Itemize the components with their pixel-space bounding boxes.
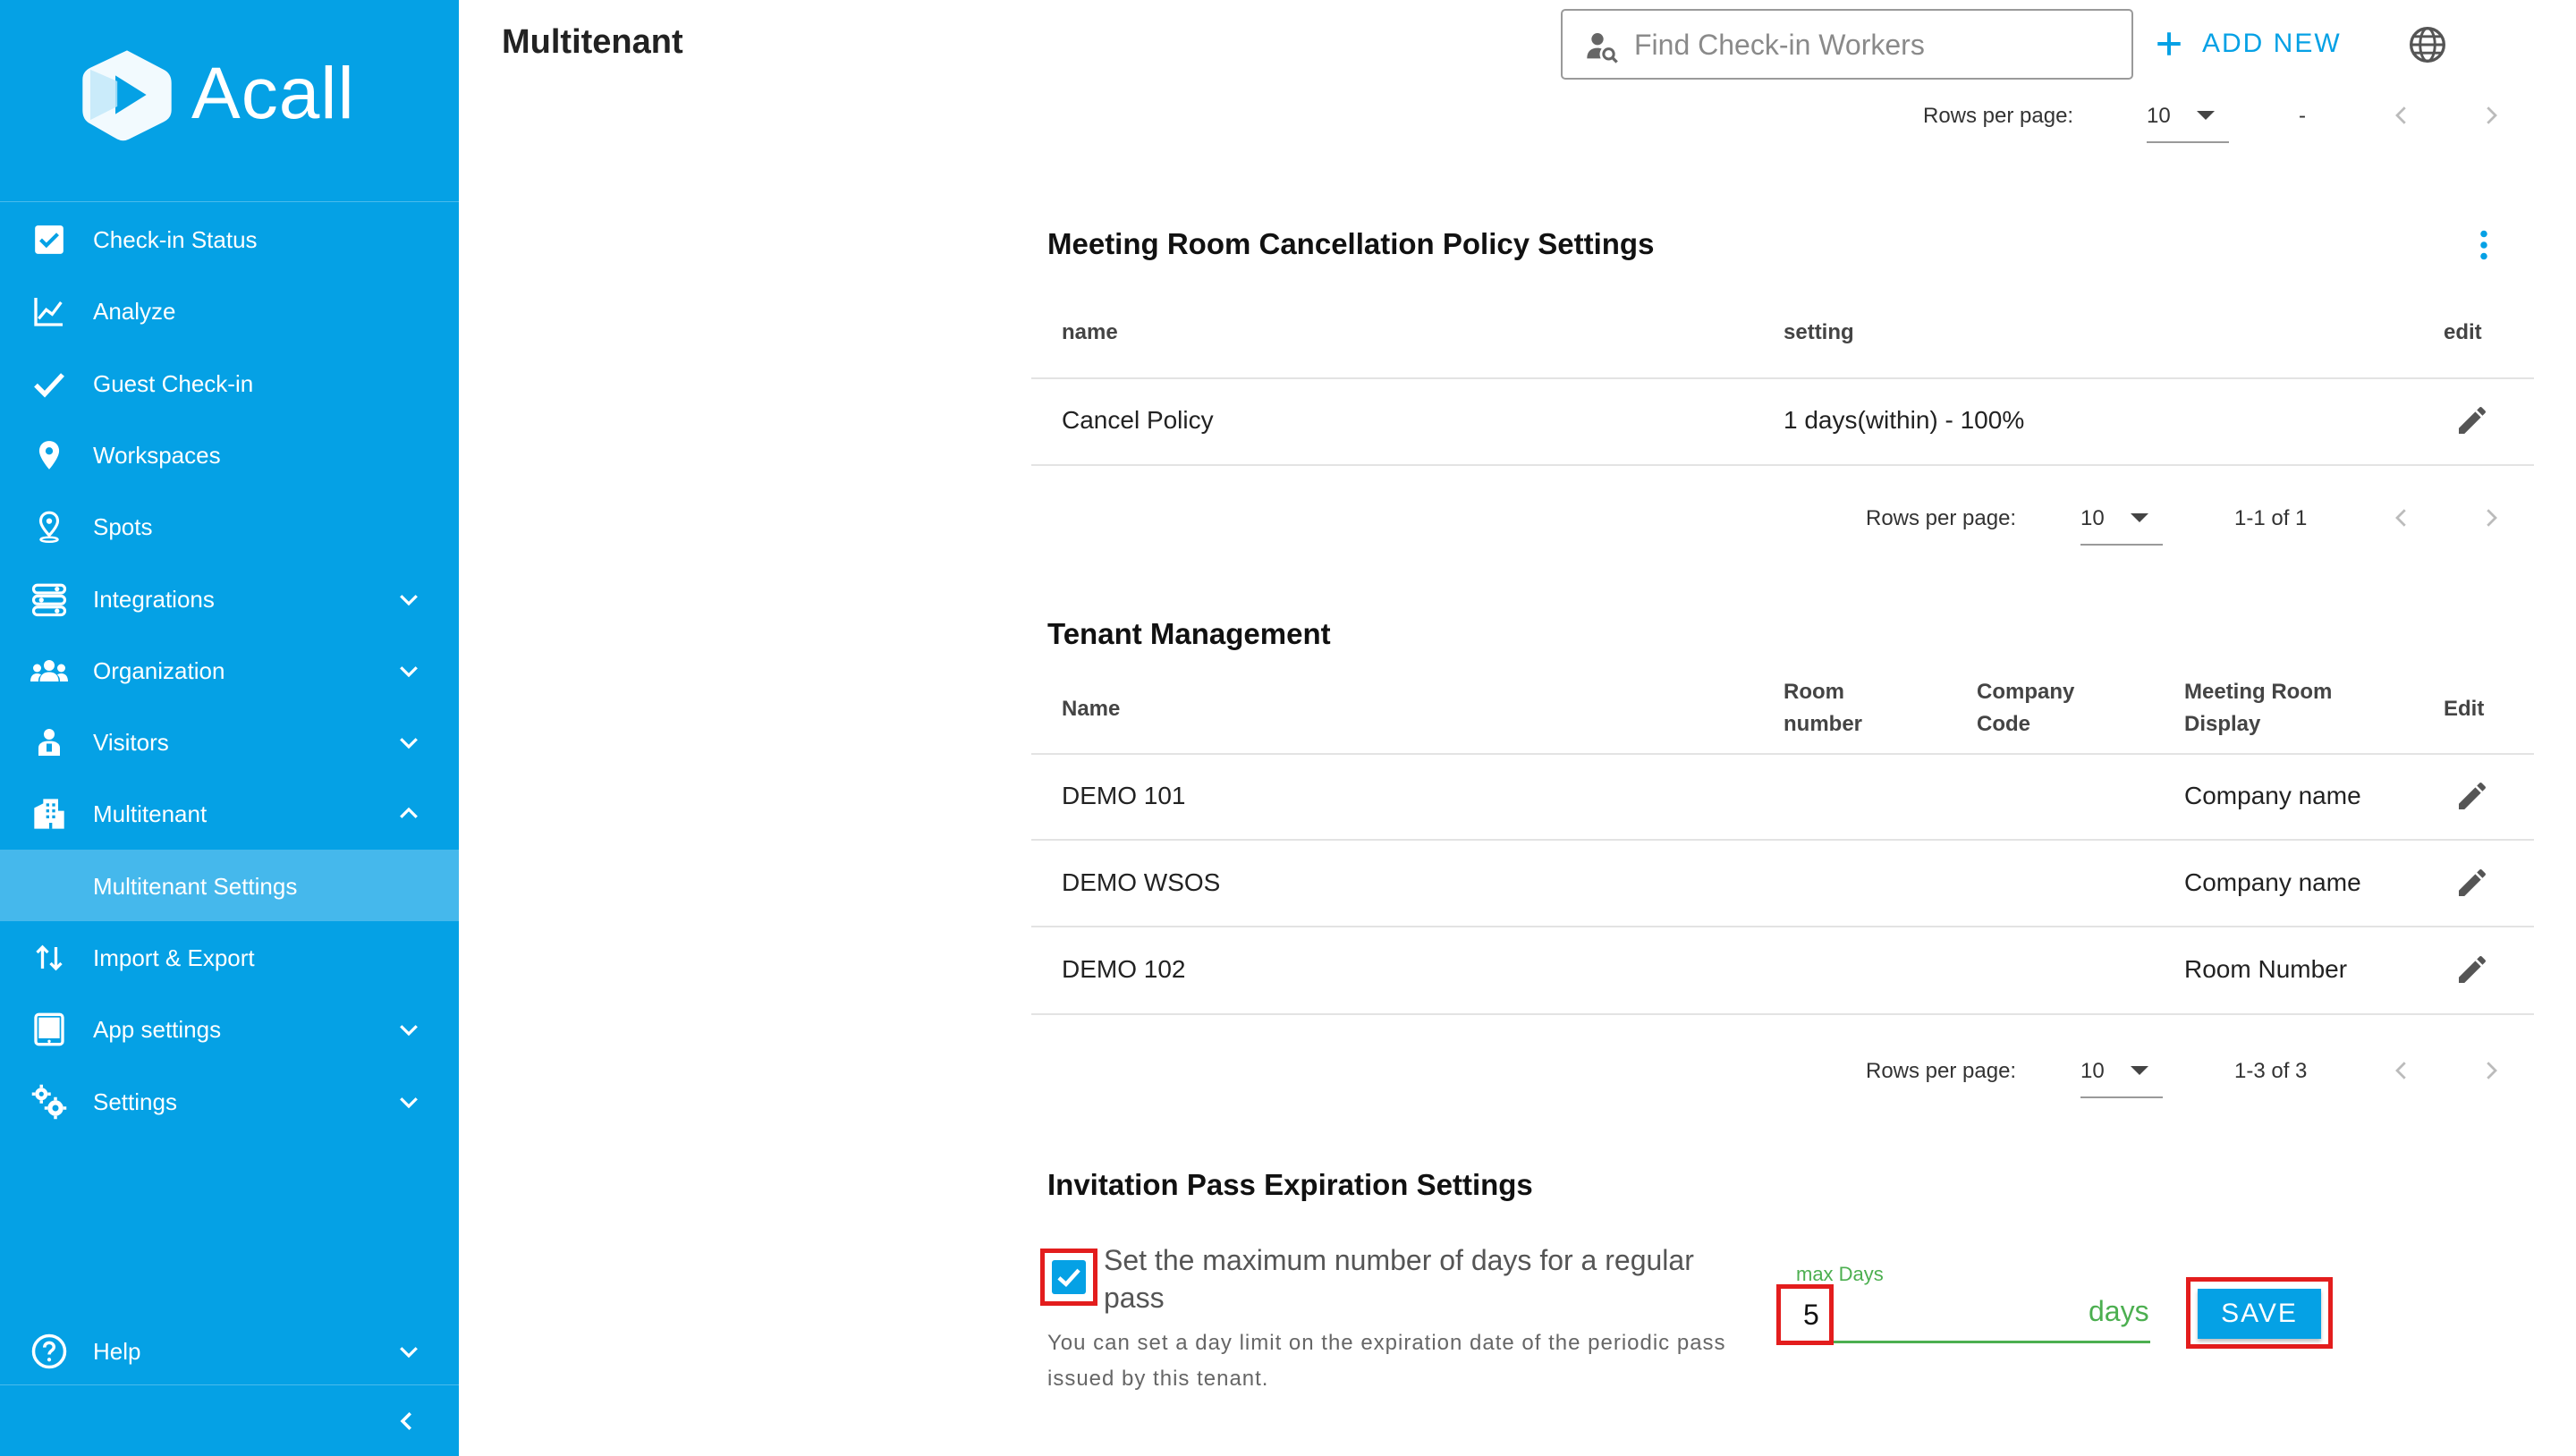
location-pin-icon: [30, 436, 68, 474]
column-header-edit: edit: [2444, 320, 2482, 344]
max-days-input[interactable]: [1803, 1295, 2072, 1334]
chevron-left-icon[interactable]: [2388, 504, 2415, 531]
page-range: 1-1 of 1: [2234, 506, 2308, 530]
tenant-display: Room Number: [2184, 955, 2348, 983]
divider: [1031, 753, 2534, 755]
chevron-left-icon[interactable]: [2388, 102, 2415, 129]
chevron-down-icon: [395, 586, 422, 613]
acall-logo-icon: [79, 47, 175, 143]
page-range: 1-3 of 3: [2234, 1059, 2308, 1083]
chevron-down-icon: [395, 729, 422, 756]
people-icon: [30, 652, 68, 690]
column-header-name: name: [1062, 320, 1118, 344]
policy-name: Cancel Policy: [1062, 406, 1214, 434]
sidebar-item-analyze[interactable]: [0, 275, 459, 346]
help-circle-icon: [30, 1333, 68, 1370]
chart-line-icon: [30, 292, 68, 330]
tenant-display: Company name: [2184, 868, 2361, 896]
sidebar: [0, 0, 459, 1456]
page-range: -: [2299, 104, 2306, 128]
sidebar-item-visitors[interactable]: [0, 706, 459, 777]
divider: [1031, 926, 2534, 927]
brand-header: [0, 0, 459, 202]
sidebar-item-label: Multitenant: [93, 800, 208, 828]
sidebar-item-workspaces[interactable]: [0, 419, 459, 490]
tenant-name: DEMO 101: [1062, 782, 1186, 809]
sidebar-item-label: Spots: [93, 513, 153, 541]
chevron-down-icon: [395, 1016, 422, 1043]
rows-per-page-select[interactable]: [2147, 89, 2229, 143]
tenant-name: DEMO WSOS: [1062, 868, 1221, 896]
chevron-right-icon[interactable]: [2478, 504, 2504, 531]
rows-per-page-label: Rows per page:: [1923, 104, 2074, 128]
checkbox-checked[interactable]: [1052, 1260, 1086, 1294]
check-icon: [30, 365, 68, 402]
column-header-room-number: Room number: [1784, 680, 1863, 736]
checkbox-icon: [30, 221, 68, 258]
chevron-down-icon: [395, 1088, 422, 1115]
column-header-edit: Edit: [2444, 697, 2485, 721]
max-days-checkbox[interactable]: [1040, 1249, 1097, 1306]
tenant-display: Company name: [2184, 782, 2361, 809]
sidebar-item-label: App settings: [93, 1016, 222, 1044]
visitor-icon: [30, 724, 68, 761]
chevron-up-icon: [395, 800, 422, 827]
max-days-help-text: You can set a day limit on the expiration date of the periodic pass issued by this tenant.: [1047, 1331, 1726, 1391]
sidebar-item-label: Visitors: [93, 729, 169, 757]
add-new-button[interactable]: [2154, 21, 2342, 66]
sidebar-item-guest-check-in[interactable]: [0, 347, 459, 419]
sidebar-item-label: Analyze: [93, 298, 176, 326]
column-header-company-code: Company Code: [1977, 680, 2075, 736]
sidebar-item-label: Import & Export: [93, 944, 255, 971]
top-pagination: [1923, 89, 2531, 143]
gears-icon: [30, 1083, 68, 1121]
chevron-right-icon[interactable]: [2478, 1057, 2504, 1084]
rows-per-page-value: 10: [2080, 506, 2105, 530]
plus-icon: [2154, 29, 2184, 59]
divider: [1031, 839, 2534, 841]
max-days-checkbox-label[interactable]: Set the maximum number of days for a regular pass: [1104, 1244, 1694, 1314]
sidebar-item-spots[interactable]: [0, 490, 459, 562]
divider: [1031, 1013, 2534, 1015]
divider: [1031, 377, 2534, 379]
tenant-name: DEMO 102: [1062, 955, 1186, 983]
sidebar-item-check-in-status[interactable]: [0, 203, 459, 275]
edit-pencil-icon[interactable]: [2454, 865, 2490, 901]
rows-per-page-label: Rows per page:: [1866, 1059, 2017, 1083]
sidebar-item-multitenant-settings[interactable]: [0, 850, 459, 921]
dropdown-arrow-icon: [2131, 513, 2148, 522]
import-export-icon: [30, 939, 68, 977]
divider: [1031, 464, 2534, 466]
edit-pencil-icon[interactable]: [2454, 778, 2490, 814]
sidebar-item-app-settings[interactable]: [0, 993, 459, 1064]
sidebar-item-multitenant[interactable]: [0, 777, 459, 849]
chevron-left-icon: [394, 1407, 420, 1435]
sidebar-item-import-export[interactable]: [0, 921, 459, 993]
person-search-icon: [1584, 29, 1620, 64]
cancellation-section-title: Meeting Room Cancellation Policy Settings: [1047, 227, 1655, 260]
invitation-section-title: Invitation Pass Expiration Settings: [1047, 1168, 1533, 1201]
sidebar-item-help[interactable]: [0, 1315, 459, 1386]
brand-name: Acall: [191, 53, 355, 134]
search-input[interactable]: [1634, 23, 2117, 66]
tenant-pagination: [1866, 1045, 2531, 1098]
sidebar-item-settings[interactable]: [0, 1065, 459, 1137]
policy-setting: 1 days(within) - 100%: [1784, 406, 2025, 434]
tablet-icon: [30, 1011, 68, 1048]
column-header-name: Name: [1062, 697, 1121, 721]
sidebar-item-label: Settings: [93, 1088, 177, 1115]
chevron-left-icon[interactable]: [2388, 1057, 2415, 1084]
chevron-right-icon[interactable]: [2478, 102, 2504, 129]
globe-icon[interactable]: [2408, 25, 2447, 64]
rows-per-page-select[interactable]: [2080, 1045, 2163, 1098]
building-icon: [30, 795, 68, 833]
sidebar-item-integrations[interactable]: [0, 563, 459, 634]
rows-per-page-select[interactable]: [2080, 492, 2163, 546]
tenant-section-title: Tenant Management: [1047, 617, 1331, 650]
sidebar-item-label: Integrations: [93, 585, 215, 613]
cancellation-pagination: [1866, 492, 2531, 546]
chevron-down-icon: [395, 1338, 422, 1365]
spot-pin-icon: [30, 508, 68, 546]
sidebar-item-label: Guest Check-in: [93, 369, 254, 397]
edit-pencil-icon[interactable]: [2454, 402, 2490, 438]
page-title: Multitenant: [502, 23, 683, 61]
more-vert-icon[interactable]: [2470, 227, 2497, 263]
column-header-setting: setting: [1784, 320, 1854, 344]
chevron-down-icon: [395, 657, 422, 684]
dropdown-arrow-icon: [2131, 1066, 2148, 1075]
sidebar-item-label: Help: [93, 1338, 141, 1365]
max-days-field-label: max Days: [1796, 1263, 1884, 1285]
add-new-label: ADD NEW: [2202, 29, 2342, 58]
rows-per-page-value: 10: [2147, 104, 2171, 128]
sidebar-collapse-button[interactable]: [0, 1384, 459, 1456]
column-header-meeting-room-display: Meeting Room Display: [2184, 680, 2333, 736]
sidebar-item-label: Multitenant Settings: [93, 872, 298, 900]
edit-pencil-icon[interactable]: [2454, 952, 2490, 987]
dropdown-arrow-icon: [2197, 111, 2215, 120]
integrations-icon: [30, 580, 68, 618]
rows-per-page-value: 10: [2080, 1059, 2105, 1083]
days-unit-label: days: [2089, 1295, 2149, 1327]
save-button[interactable]: SAVE: [2198, 1289, 2321, 1339]
rows-per-page-label: Rows per page:: [1866, 506, 2017, 530]
sidebar-item-label: Check-in Status: [93, 226, 258, 253]
search-box[interactable]: [1561, 9, 2133, 80]
save-highlight-box: [2186, 1277, 2333, 1349]
sidebar-item-label: Organization: [93, 656, 225, 684]
sidebar-item-label: Workspaces: [93, 441, 221, 469]
check-icon: [1052, 1260, 1086, 1294]
sidebar-item-organization[interactable]: [0, 634, 459, 706]
